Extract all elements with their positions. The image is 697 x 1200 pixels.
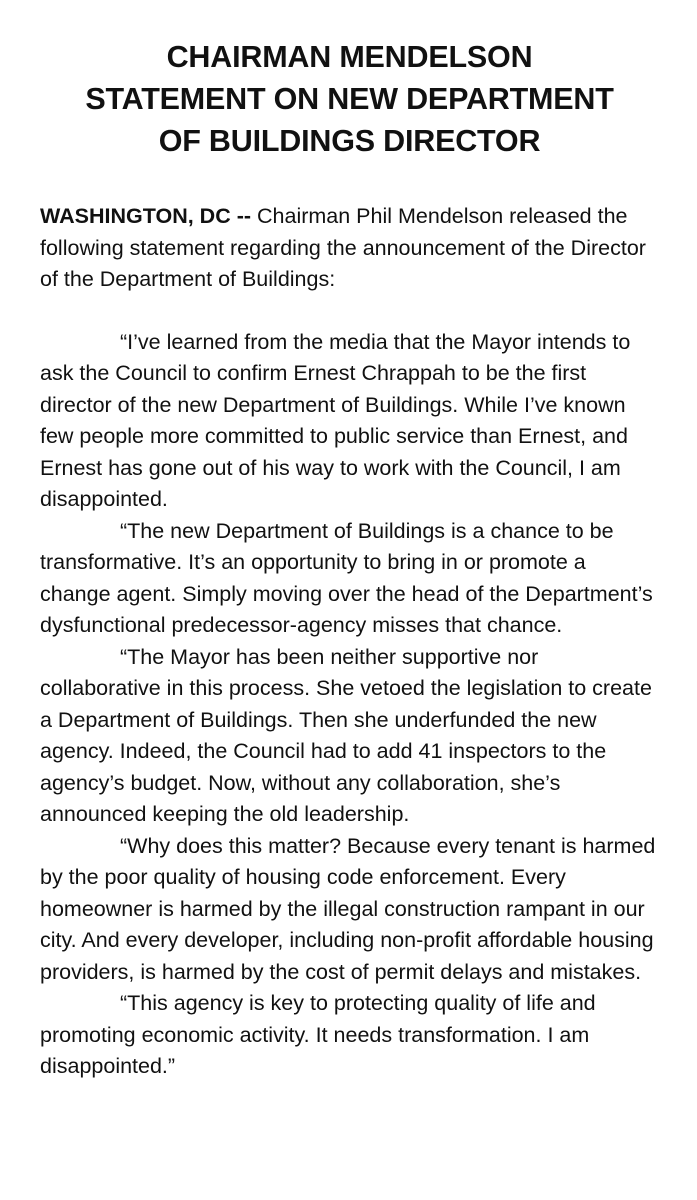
dateline: WASHINGTON, DC --	[40, 204, 252, 228]
quote-paragraph-4: “Why does this matter? Because every tenant is harmed by the poor quality of housing code enforcement. Every homeowner is harmed by the illegal construction rampant in our city. And every developer, including non-profit affordable housing providers, is harmed by the cost of permit delays and mistakes.	[40, 833, 656, 984]
statement-body	[40, 201, 659, 1083]
title-line-2: STATEMENT ON NEW DEPARTMENT	[85, 82, 614, 116]
press-release-title	[40, 36, 659, 162]
quote-paragraph-2: “The new Department of Buildings is a chance to be transformative. It’s an opportunity to bring in or promote a change agent. Simply moving over the head of the Department’s dysfunctional predecessor-agency misses that chance.	[40, 518, 653, 637]
quote-paragraph-3: “The Mayor has been neither supportive nor collaborative in this process. She vetoed the legislation to create a Department of Buildings. Then she underfunded the new agency. Indeed, the Council had to add 41 inspectors to the agency’s budget. Now, without any collaboration, she’s announced keeping the old leadership.	[40, 644, 652, 826]
lead-text: Chairman Phil Mendelson released the following statement regarding the announcement of the Director of the Department of Buildings:	[40, 204, 646, 291]
title-line-1: CHAIRMAN MENDELSON	[166, 40, 533, 74]
quote-paragraph-5: “This agency is key to protecting quality of life and promoting economic activity. It needs transformation. I am disappointed.”	[40, 991, 596, 1078]
lead-paragraph	[40, 201, 659, 296]
title-line-3: OF BUILDINGS DIRECTOR	[158, 124, 541, 158]
quote-paragraph-1: “I’ve learned from the media that the Mayor intends to ask the Council to confirm Ernest Chrappah to be the first director of the new Department of Buildings. While I’ve known few people more committed to public service than Ernest, and Ernest has gone out of his way to work with the Council, I am disappointed.	[40, 329, 631, 511]
